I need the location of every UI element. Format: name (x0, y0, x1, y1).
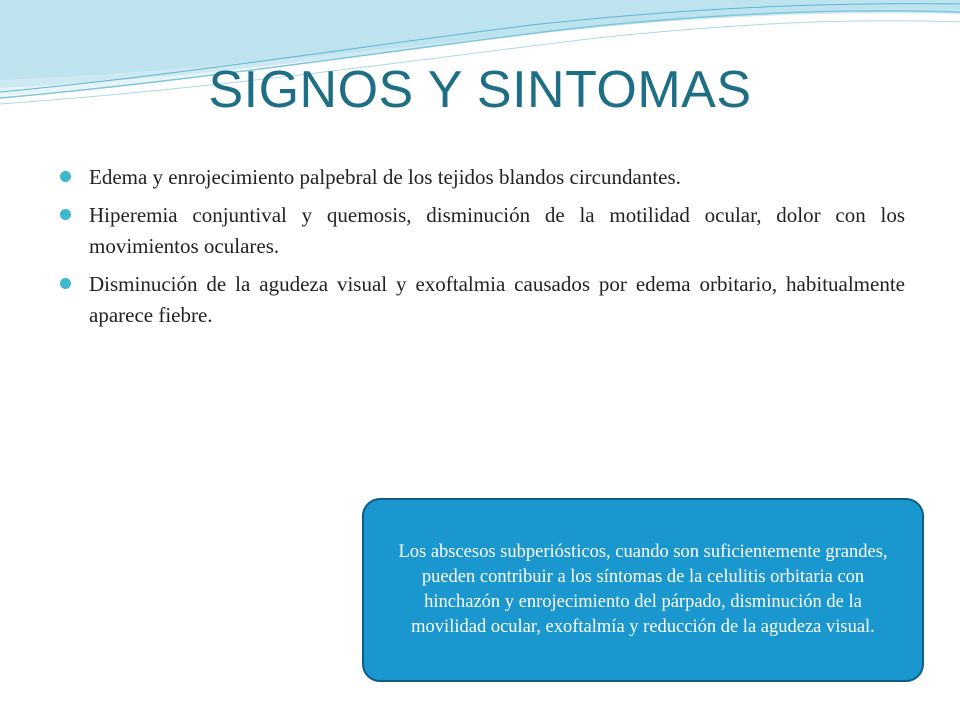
bullet-dot-icon (60, 171, 71, 182)
callout-box (362, 498, 924, 682)
callout-text: Los abscesos subperiósticos, cuando son suficientemente grandes, pueden contribuir a los síntomas de la celulitis orbitaria con hinchazón y enrojecimiento del párpado, disminución de la movilidad ocular, exoftalmía y reducción de la agudeza visual. (398, 542, 888, 637)
bullet-text: Hiperemia conjuntival y quemosis, disminución de la motilidad ocular, dolor con los movimientos oculares. (89, 203, 905, 258)
bullet-text: Disminución de la agudeza visual y exoftalmia causados por edema orbitario, habitualmente aparece fiebre. (89, 272, 905, 327)
bullet-list (60, 162, 905, 338)
bullet-dot-icon (60, 209, 71, 220)
bullet-item (60, 162, 905, 193)
slide-title: SIGNOS Y SINTOMAS (208, 61, 752, 119)
bullet-item (60, 200, 905, 262)
bullet-text: Edema y enrojecimiento palpebral de los tejidos blandos circundantes. (89, 165, 681, 189)
bullet-dot-icon (60, 278, 71, 289)
bullet-item (60, 269, 905, 331)
